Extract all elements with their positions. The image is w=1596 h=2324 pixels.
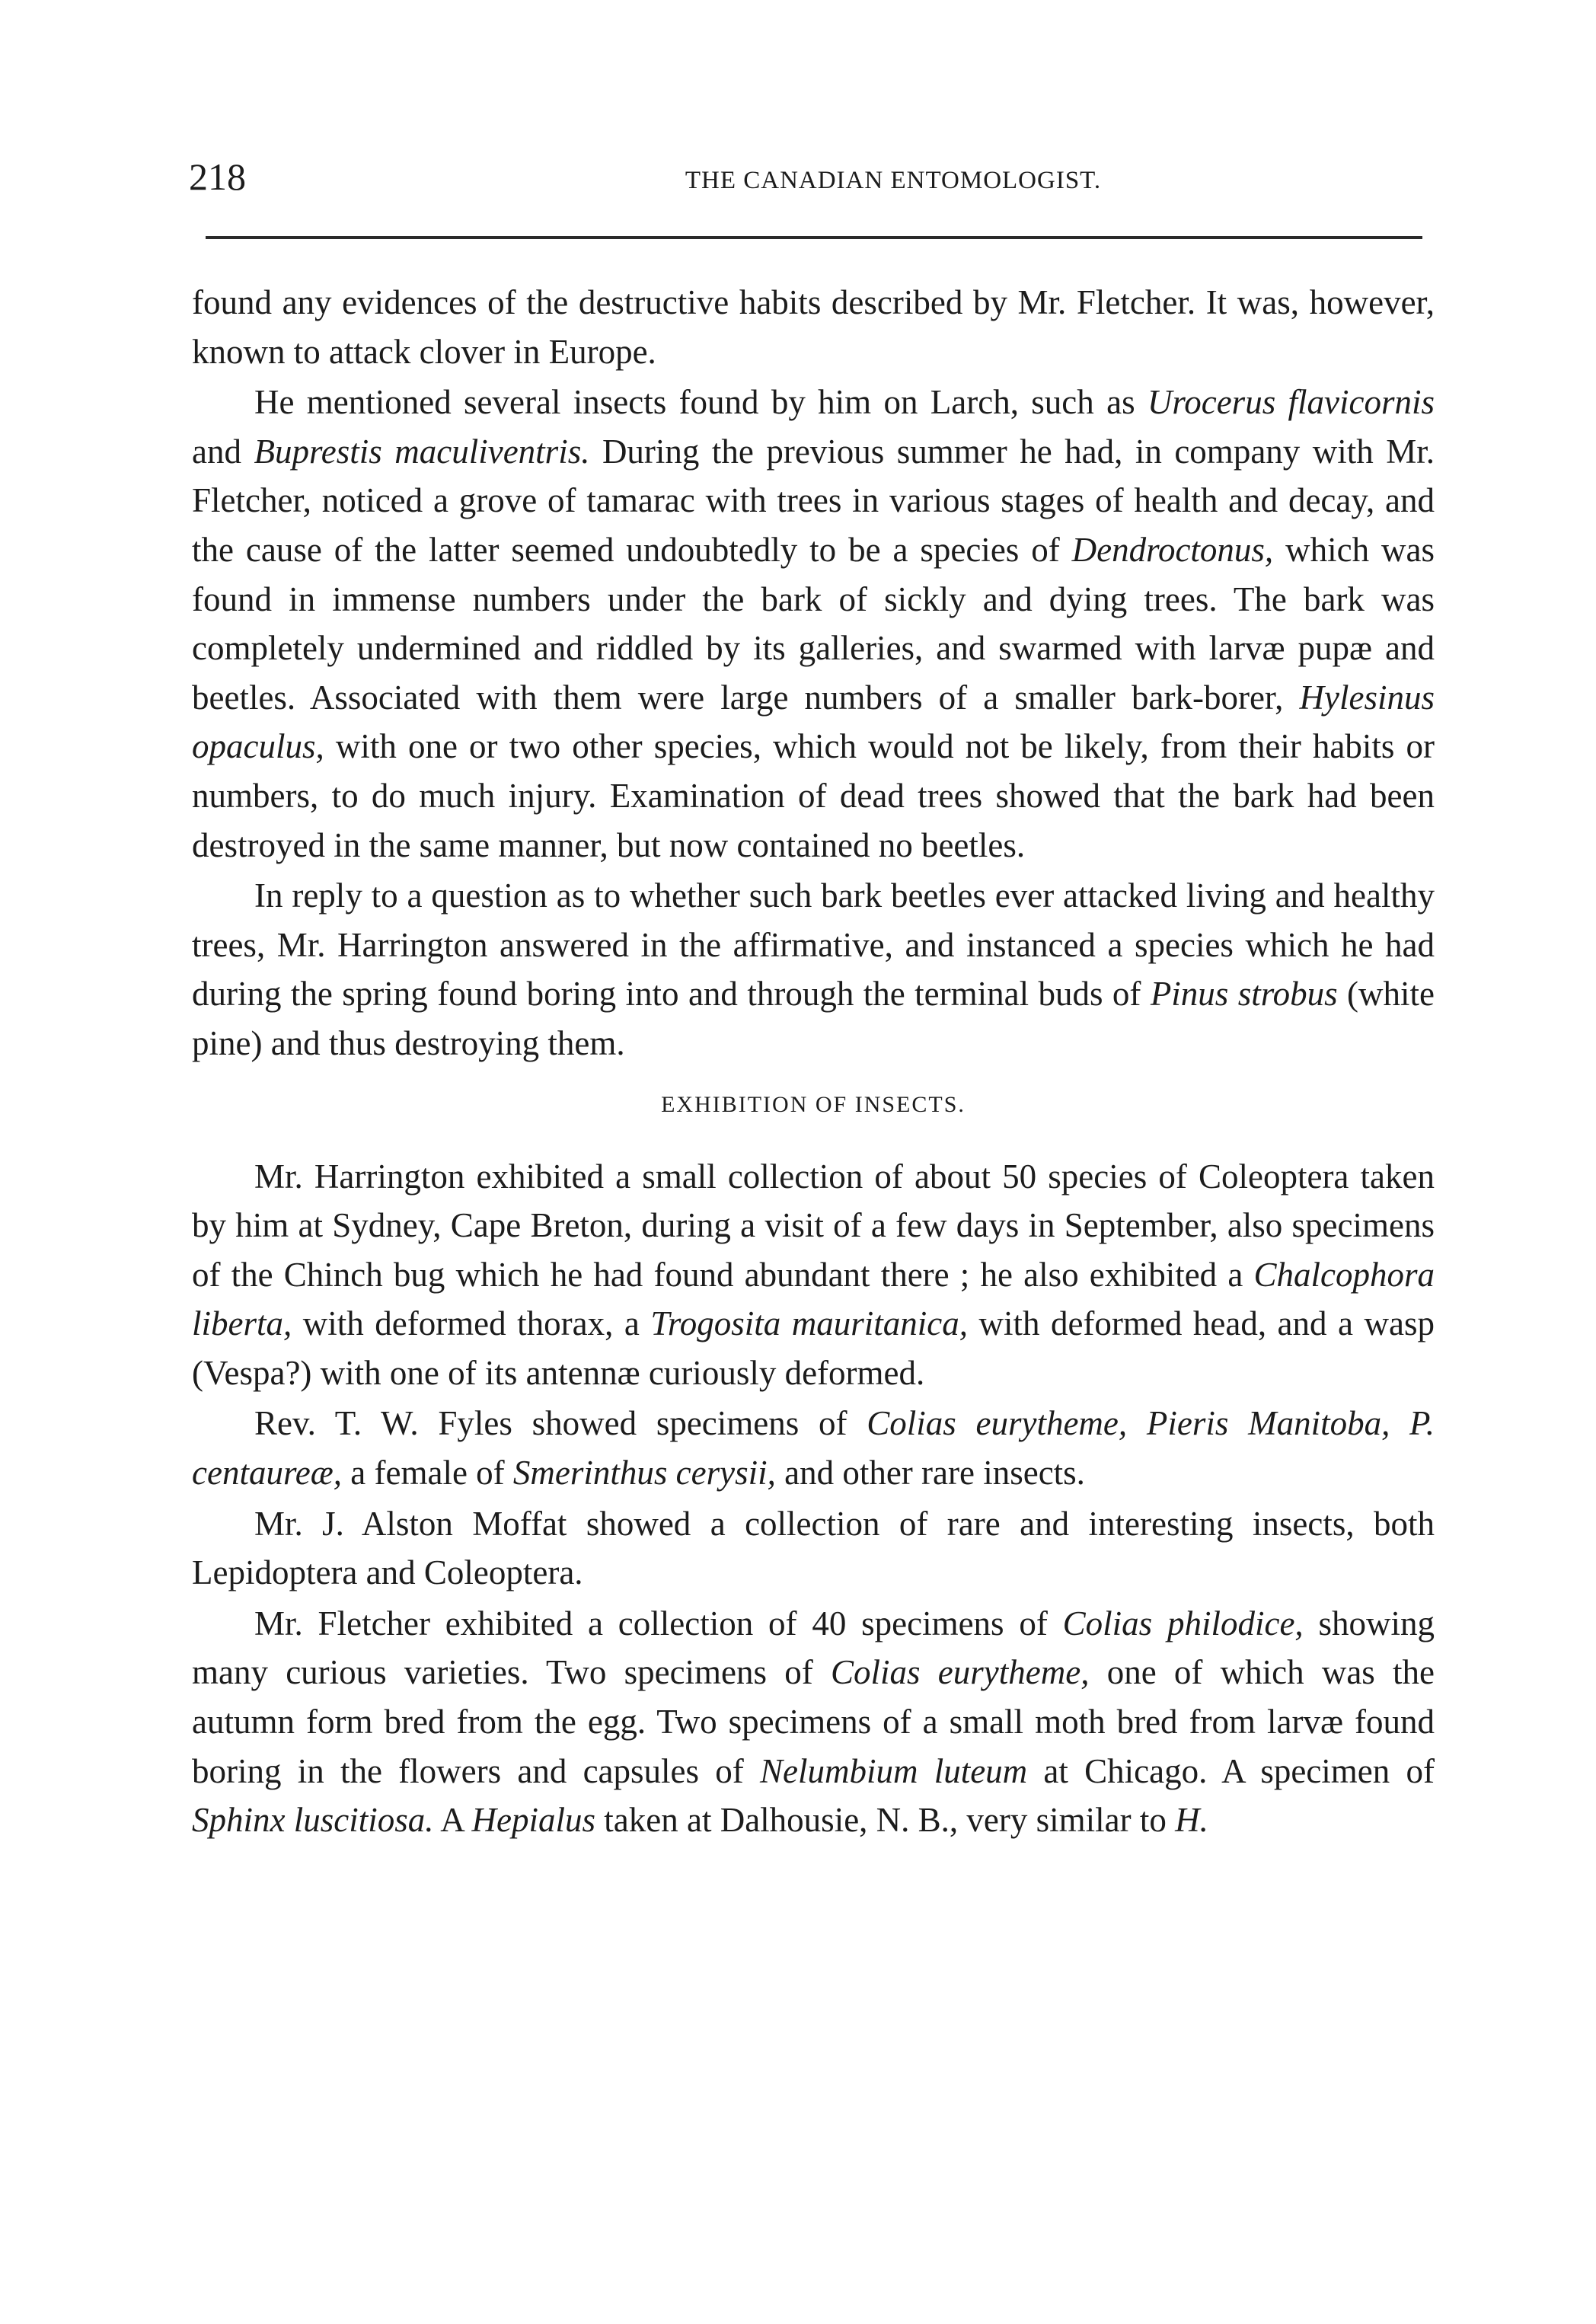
paragraph-text: a female of: [342, 1454, 513, 1492]
species-name: Buprestis maculiventris.: [254, 432, 590, 471]
paragraph-text: found any evidences of the destructive habits described by Mr. Fletcher. It was, however, known to attack clover in Europe.: [192, 283, 1435, 371]
header-rule: [206, 236, 1422, 239]
page-header: [189, 154, 1438, 207]
paragraph-text: He mentioned several insects found by him on Larch, such as: [254, 383, 1148, 422]
paragraph-text: at Chicago. A specimen of: [1027, 1751, 1435, 1790]
paragraph-fyles-exhibit: [192, 1399, 1435, 1497]
paragraph-text: which was found in immense numbers under the bark of sickly and dying trees. The bark was completely undermined and riddled by its galleries, and swarmed with larvæ pupæ and beetles. Associated with them were large numbers of a smaller bark-borer,: [192, 530, 1435, 717]
paragraph-moffat-exhibit: [192, 1499, 1435, 1598]
running-title: THE CANADIAN ENTOMOLOGIST.: [685, 167, 1102, 194]
paragraph-larch-insects: [192, 378, 1435, 870]
species-name: Colias eurytheme, Pieris Manitoba, P. centaureæ,: [192, 1404, 1435, 1492]
species-name: Sphinx luscitiosa.: [192, 1801, 434, 1840]
paragraph-text: (white pine) and thus destroying them.: [192, 975, 1435, 1062]
paragraph-text: and other rare insects.: [775, 1454, 1085, 1492]
paragraph-bark-beetles: [192, 871, 1435, 1068]
paragraph-text: In reply to a question as to whether such bark beetles ever attacked living and healthy trees, Mr. Harrington answered in the affirmative, and instanced a species which he had during the spring found boring into and through the terminal buds of: [192, 876, 1435, 1014]
paragraph-continuation: [192, 278, 1435, 376]
section-heading: EXHIBITION OF INSECTS.: [661, 1091, 966, 1117]
species-name: Dendroctonus,: [1071, 530, 1274, 569]
paragraph-text: Mr. Fletcher exhibited a collection of 40 specimens of: [254, 1604, 1063, 1642]
paragraph-text: Mr. J. Alston Moffat showed a collection of rare and interesting insects, both Lepidoptera and Coleoptera.: [192, 1504, 1435, 1592]
paragraph-text: and: [192, 432, 254, 471]
species-name: Colias eurytheme,: [831, 1653, 1090, 1692]
species-name: Nelumbium luteum: [759, 1751, 1028, 1790]
paragraph-harrington-exhibit: [192, 1152, 1435, 1398]
species-name: Hylesinus opaculus,: [192, 678, 1435, 766]
species-name: Chalcophora liberta,: [192, 1255, 1435, 1343]
paragraph-text: Rev. T. W. Fyles showed specimens of: [254, 1404, 867, 1443]
paragraph-text: Mr. Harrington exhibited a small collection of about 50 species of Coleoptera taken by him at Sydney, Cape Breton, during a visit of a few days in September, also specimens of the Chinch bug which he had found abundant there ; he also exhibited a: [192, 1157, 1435, 1294]
paragraph-text: with one or two other species, which would not be likely, from their habits or numbers, to do much injury. Examination of dead trees showed that the bark had been destroyed in the same manner, but now contained no beetles.: [192, 727, 1435, 864]
paragraph-text: with deformed thorax, a: [292, 1304, 651, 1343]
species-name: Colias philodice,: [1062, 1604, 1304, 1642]
species-name: Pinus strobus: [1150, 975, 1338, 1014]
body-text: [192, 278, 1435, 1845]
paragraph-text: A: [433, 1801, 472, 1840]
species-name: H.: [1175, 1801, 1208, 1840]
paragraph-text: showing many curious varieties. Two specimens of: [192, 1604, 1435, 1692]
paragraph-fletcher-exhibit: [192, 1599, 1435, 1845]
page-number: 218: [189, 155, 246, 198]
paragraph-text: During the previous summer he had, in company with Mr. Fletcher, noticed a grove of tamarac with trees in various stages of health and decay, and the cause of the latter seemed undoubtedly to be a species of: [192, 432, 1435, 569]
paragraph-text: with deformed head, and a wasp (Vespa?) with one of its antennæ curiously deformed.: [192, 1304, 1435, 1392]
paragraph-text: taken at Dalhousie, N. B., very similar to: [595, 1801, 1176, 1840]
species-name: Hepialus: [471, 1801, 596, 1840]
paragraph-text: one of which was the autumn form bred from the egg. Two specimens of a small moth bred from larvæ found boring in the flowers and capsules of: [192, 1653, 1435, 1790]
species-name: Smerinthus cerysii,: [512, 1454, 776, 1492]
species-name: Urocerus flavicornis: [1147, 383, 1435, 422]
species-name: Trogosita mauritanica,: [650, 1304, 968, 1343]
